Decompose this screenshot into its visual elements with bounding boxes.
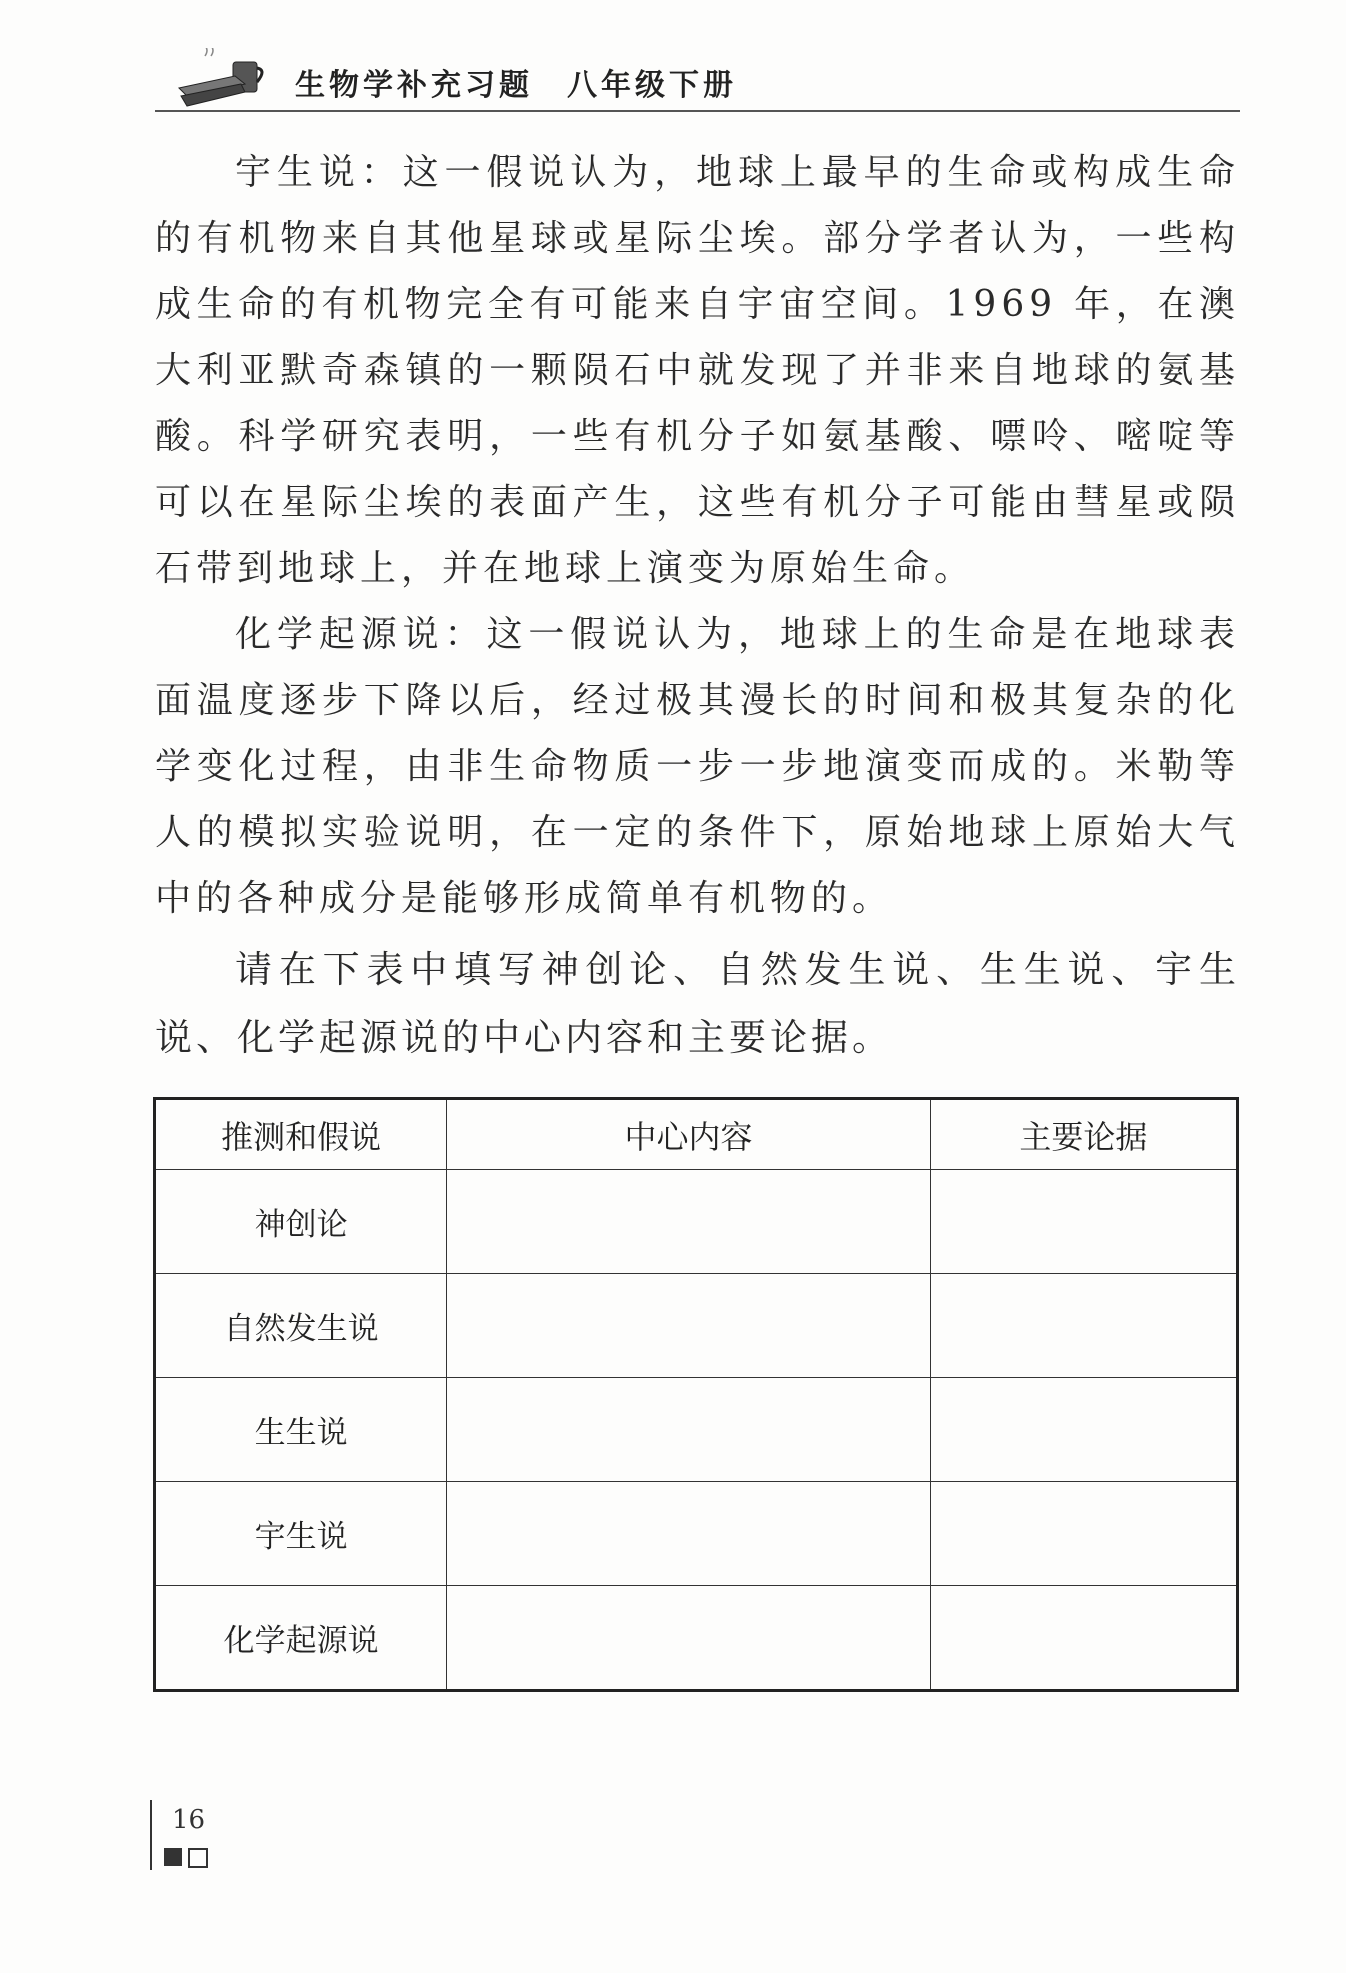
header-hypothesis: 推测和假说 (155, 1099, 447, 1170)
header-title: 生物学补充习题 八年级下册 (295, 68, 737, 103)
row-label: 宇生说 (155, 1482, 447, 1586)
central-content-cell[interactable] (447, 1274, 931, 1378)
empty-square-icon (188, 1848, 208, 1868)
books-and-mug-icon (175, 48, 285, 108)
hypothesis-table (153, 1097, 1239, 1692)
main-evidence-cell[interactable] (930, 1586, 1237, 1691)
table-row (155, 1482, 1238, 1586)
filled-square-icon (164, 1848, 182, 1866)
main-content (155, 140, 1240, 1072)
table-row (155, 1378, 1238, 1482)
central-content-cell[interactable] (447, 1378, 931, 1482)
header-central-content: 中心内容 (447, 1099, 931, 1170)
table-header-row (155, 1099, 1238, 1170)
main-evidence-cell[interactable] (930, 1378, 1237, 1482)
paragraph-chemical-origin: 化学起源说：这一假说认为，地球上的生命是在地球表面温度逐步下降以后，经过极其漫长的时间和极其复杂的化学变化过程，由非生命物质一步一步地演变而成的。米勒等人的模拟实验说明，在一定的条件下，原始地球上原始大气中的各种成分是能够形成简单有机物的。 (155, 614, 1240, 919)
main-evidence-cell[interactable] (930, 1274, 1237, 1378)
main-evidence-cell[interactable] (930, 1170, 1237, 1274)
table-row (155, 1586, 1238, 1691)
central-content-cell[interactable] (447, 1170, 931, 1274)
main-evidence-cell[interactable] (930, 1482, 1237, 1586)
table-row (155, 1274, 1238, 1378)
row-label: 神创论 (155, 1170, 447, 1274)
paragraph-yusheng: 宇生说：这一假说认为，地球上最早的生命或构成生命的有机物来自其他星球或星际尘埃。部分学者认为，一些构成生命的有机物完全有可能来自宇宙空间。1969 年，在澳大利亚默奇森镇的一颗陨石中就发现了并非来自地球的氨基酸。科学研究表明，一些有机分子如氨基酸、嘌呤、嘧啶等可以在星际尘埃的表面产生，这些有机分子可能由彗星或陨石带到地球上，并在地球上演变为原始生命。 (155, 152, 1240, 589)
row-label: 化学起源说 (155, 1586, 447, 1691)
page-header (155, 30, 1240, 112)
instruction-text: 请在下表中填写神创论、自然发生说、生生说、宇生说、化学起源说的中心内容和主要论据。 (155, 948, 1240, 1059)
table-row (155, 1170, 1238, 1274)
central-content-cell[interactable] (447, 1482, 931, 1586)
row-label: 自然发生说 (155, 1274, 447, 1378)
page-number: 16 (172, 1805, 206, 1835)
row-label: 生生说 (155, 1378, 447, 1482)
central-content-cell[interactable] (447, 1586, 931, 1691)
footer-divider (150, 1800, 152, 1870)
header-main-evidence: 主要论据 (930, 1099, 1237, 1170)
